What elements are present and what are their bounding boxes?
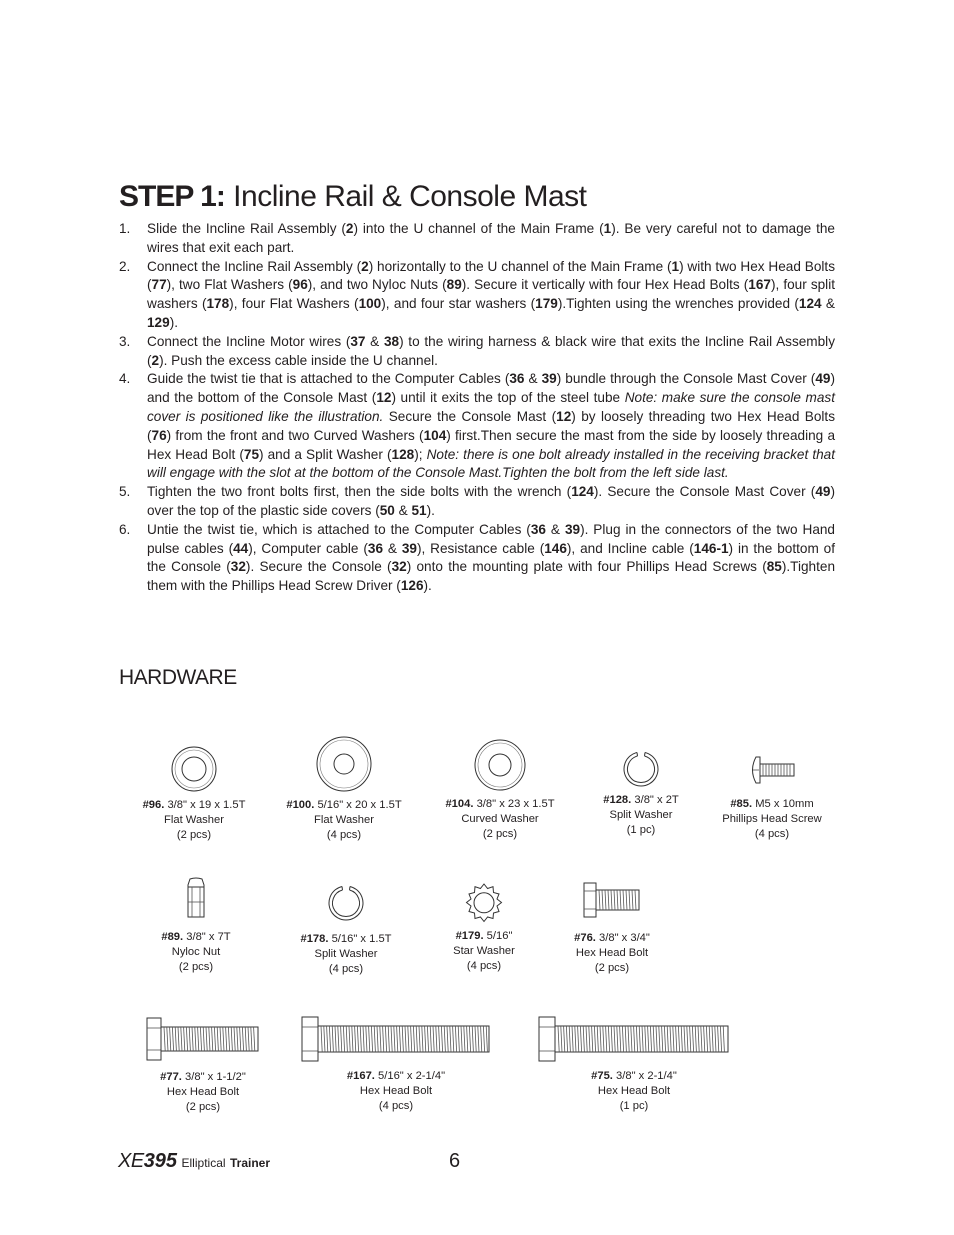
part-reference: 126 [400,578,424,594]
step-text: Untie the twist tie, which is attached to the Computer Cables ( [147,521,531,537]
step-text: Guide the twist tie that is attached to the Computer Cables ( [147,371,510,387]
part-reference: 39 [401,540,417,556]
step-text: & [524,371,542,387]
part-caption: #76. 3/8" x 3/4" Hex Head Bolt (2 pcs) [574,932,650,975]
brand-trainer: Trainer [229,1156,271,1170]
step-text: ) until it exits the top of the steel tube [391,390,625,406]
step-number: 4. [119,371,131,387]
step-text: ); [414,446,427,462]
split-washer-icon [622,750,660,788]
nyloc-nut-icon [184,877,208,919]
part-reference: 2 [345,221,354,236]
part-reference: 146 [544,540,567,556]
part-reference: 1 [603,221,612,236]
step-text: ).Tighten them with the Phillips Head Screw Driver ( [147,559,835,594]
step-text: ) into the U channel of the Main Frame ( [353,221,604,236]
step-text: ), and two Nyloc Nuts ( [307,277,447,293]
part-reference: 89 [446,277,462,293]
step-text: ). Secure it vertically with four Hex Head Bolts ( [461,277,749,293]
step-text: ) over the top of the plastic side covers ( [147,484,835,518]
instruction-step [119,333,835,371]
part-reference: 179 [535,296,558,312]
step-text: ). Plug in the connectors of the two Hand pulse cables ( [147,521,835,556]
part-104 [432,738,568,843]
part-caption: #89. 3/8" x 7T Nyloc Nut (2 pcs) [161,931,231,974]
step-text: ) to the wiring harness & black wire that exits the Incline Rail Assembly ( [147,333,835,368]
step-text: ).Tighten using the wrenches provided ( [557,296,799,312]
step-text: ), and Incline cable ( [566,540,694,556]
part-reference: 49 [815,371,831,387]
step-text: ) first.Then secure the mast from the side by loosely threading a Hex Head Bolt ( [147,427,836,462]
part-reference: 128 [391,446,415,462]
step-text: Connect the Incline Rail Assembly ( [147,258,362,274]
brand-prefix: XE [118,1150,144,1172]
step-text: ), two Flat Washers ( [166,277,293,293]
part-reference: 49 [815,484,831,500]
step-text: ). Be very careful not to damage the wires that exit each part. [147,221,835,255]
part-reference: 37 [350,333,366,349]
part-reference: 32 [391,559,407,575]
hex-bolt-icon [146,1017,260,1061]
part-reference: 2 [151,352,160,368]
part-reference: 77 [151,277,167,293]
part-reference: 178 [206,296,230,312]
hex-bolt-icon [538,1016,730,1062]
step-number: 6. [119,521,131,537]
page-title [119,178,587,216]
part-reference: 76 [151,427,167,443]
flat-washer-icon [315,735,373,793]
star-washer-icon [462,882,506,926]
part-reference: 104 [423,427,447,443]
part-reference: 44 [233,540,249,556]
part-reference: 36 [530,521,546,537]
part-caption: #178. 5/16" x 1.5T Split Washer (4 pcs) [300,933,392,976]
part-reference: 167 [748,277,771,293]
part-reference: 100 [358,296,382,312]
part-reference: 96 [292,277,308,293]
part-reference: 39 [564,521,581,537]
instruction-step [119,220,835,258]
split-washer-icon [327,884,365,922]
step-text: ) onto the mounting plate with four Phillips Head Screws ( [406,559,767,575]
step-text: & [365,333,384,349]
part-reference: 85 [766,559,782,575]
part-100 [275,735,413,844]
part-reference: 12 [376,390,392,406]
step-title: Incline Rail & Console Mast [233,180,587,213]
part-reference: 146-1 [693,540,729,556]
step-text: & [394,502,412,518]
part-reference: 124 [571,484,594,500]
part-caption: #167. 5/16" x 2-1/4" Hex Head Bolt (4 pcs) [346,1070,446,1113]
step-text: ) from the front and two Curved Washers ( [166,427,424,443]
step-text: ), four Flat Washers ( [229,296,359,312]
note-text: Note: there is one bolt already installed in the receiving bracket that will engage with the slot at the bottom of the Console Mast.Tighten the bolt from the left side last. [147,446,836,481]
step-text: ) in the bottom of the Console ( [147,540,835,575]
step-text: ) bundle through the Console Mast Cover ( [556,371,816,387]
step-text: ). [423,578,432,594]
part-caption: #104. 3/8" x 23 x 1.5T Curved Washer (2 pcs) [445,798,555,841]
step-number: 2. [119,258,131,274]
step-text: ) and the bottom of the Console Mast ( [147,371,835,406]
step-text: & [821,296,835,312]
part-reference: 1 [671,258,680,274]
hex-bolt-icon [583,882,641,918]
instruction-step [119,483,835,521]
step-text: ). Secure the Console ( [245,559,392,575]
brand-model: 395 [143,1150,178,1172]
part-77 [143,1017,263,1116]
part-89 [146,877,246,976]
hardware-heading: HARDWARE [119,666,237,689]
step-text: & [383,540,402,556]
brand-elliptical: Elliptical [181,1156,226,1170]
part-caption: #85. M5 x 10mm Phillips Head Screw (4 pcs) [722,798,822,841]
footer-brand [118,1150,270,1173]
instruction-step [119,521,835,596]
part-caption: #96. 3/8" x 19 x 1.5T Flat Washer (2 pcs) [142,799,246,842]
instruction-list [119,220,835,596]
page-number: 6 [449,1150,461,1172]
part-reference: 36 [367,540,384,556]
part-178 [290,884,402,978]
step-text: ) by loosely threading two Hex Head Bolts ( [147,408,835,443]
part-caption: #77. 3/8" x 1-1/2" Hex Head Bolt (2 pcs) [160,1071,246,1114]
part-167 [301,1016,491,1115]
part-reference: 32 [230,559,246,575]
part-reference: 12 [556,408,572,424]
part-caption: #75. 3/8" x 2-1/4" Hex Head Bolt (1 pc) [591,1070,677,1113]
step-text: & [545,521,565,537]
step-text: ), and four star washers ( [381,296,536,312]
part-85 [712,755,832,843]
instruction-step [119,258,835,333]
step-text: ). [169,314,178,330]
part-128 [585,750,697,839]
note-text: Note: make sure the console mast cover is positioned like the illustration. [147,390,835,424]
step-text: Slide the Incline Rail Assembly ( [147,221,346,236]
part-caption: #100. 5/16" x 20 x 1.5T Flat Washer (4 pcs) [286,799,402,842]
step-number: 5. [119,484,131,500]
step-text: Tighten the two front bolts first, then the side bolts with the wrench ( [147,484,572,500]
step-text: ) with two Hex Head Bolts ( [147,258,835,293]
curved-washer-icon [473,738,527,792]
part-reference: 124 [798,296,822,312]
part-reference: 36 [509,371,525,387]
part-76 [562,882,662,977]
flat-washer-icon [170,745,218,793]
part-reference: 39 [541,371,557,387]
part-96 [130,745,258,844]
part-caption: #179. 5/16" Star Washer (4 pcs) [453,930,515,973]
part-reference: 129 [147,314,170,330]
hex-bolt-icon [301,1016,491,1062]
part-reference: 75 [243,446,260,462]
step-text: Connect the Incline Motor wires ( [147,333,351,349]
part-caption: #128. 3/8" x 2T Split Washer (1 pc) [603,794,679,837]
step-text: ). Push the excess cable inside the U channel. [159,352,438,368]
part-179 [439,882,529,975]
step-number: 3. [119,333,131,349]
step-text: ) and a Split Washer ( [259,446,392,462]
step-text: ). Secure the Console Mast Cover ( [593,484,816,500]
phillips-screw-icon [748,755,796,785]
part-reference: 50 [379,502,395,518]
step-text: ), four split washers ( [147,277,835,312]
instruction-step [119,370,835,483]
step-label: STEP 1: [119,180,225,213]
step-text: ) horizontally to the U channel of the Main Frame ( [368,258,672,274]
part-reference: 38 [383,333,400,349]
step-text: ). [426,502,435,518]
part-reference: 51 [411,502,427,518]
step-text: ), Resistance cable ( [416,540,545,556]
part-reference: 2 [361,258,369,274]
step-text: ), Computer cable ( [248,540,368,556]
part-75 [538,1016,730,1115]
step-number: 1. [119,221,131,236]
step-text: Secure the Console Mast ( [383,408,557,424]
